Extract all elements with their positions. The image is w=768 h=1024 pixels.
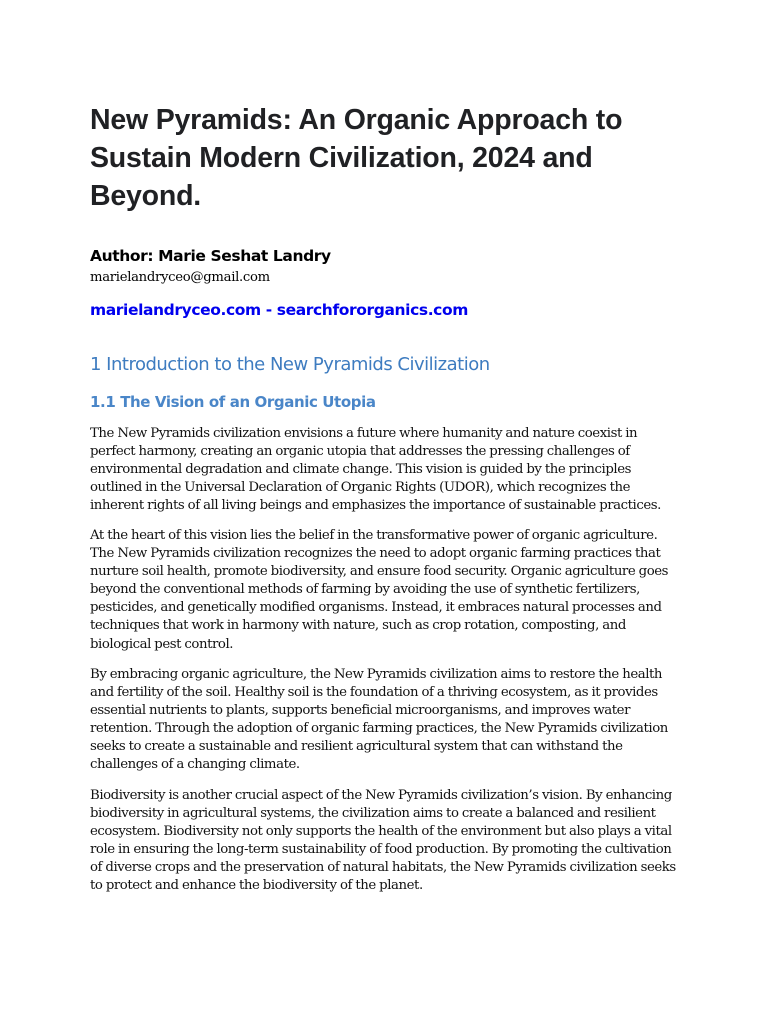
body-paragraph-2: At the heart of this vision lies the belief in the transformative power of organic agriculture. The New Pyramids civilization recognizes the need to adopt organic farming practices that nurture soil health, promote biodiversity, and ensure food security. Organic agriculture goes beyond the conventional methods of farming by avoiding the use of synthetic fertilizers, pesticides, and genetically modified organisms. Instead, it embraces natural processes and techniques that work in harmony with nature, such as crop rotation, composting, and biological pest control. [90,528,669,652]
author-email: marielandryceo@gmail.com [90,270,270,285]
section-heading: 1 Introduction to the New Pyramids Civilization [90,354,490,375]
body-paragraph-4: Biodiversity is another crucial aspect of the New Pyramids civilization’s vision. By enhancing biodiversity in agricultural systems, the civilization aims to create a balanced and resilient ecosystem. Biodiversity not only supports the health of the environment but also plays a vital role in ensuring the long-term sustainability of food production. By promoting the cultivation of diverse crops and the preservation of natural habitats, the New Pyramids civilization seeks to protect and enhance the biodiversity of the planet. [90,788,676,894]
body-paragraph-1: The New Pyramids civilization envisions a future where humanity and nature coexist in perfect harmony, creating an organic utopia that addresses the pressing challenges of environmental degradation and climate change. This vision is guided by the principles outlined in the Universal Declaration of Organic Rights (UDOR), which recognizes the inherent rights of all living beings and emphasizes the importance of sustainable practices. [90,426,661,514]
document-title: New Pyramids: An Organic Approach to Sustain Modern Civilization, 2024 and Beyond. [90,104,623,212]
body-paragraph-3: By embracing organic agriculture, the New Pyramids civilization aims to restore the health and fertility of the soil. Healthy soil is the foundation of a thriving ecosystem, as it provides essential nutrients to plants, supports beneficial microorganisms, and improves water retention. Through the adoption of organic farming practices, the New Pyramids civilization seeks to create a sustainable and resilient agricultural system that can withstand the challenges of a changing climate. [90,667,668,773]
author-line: Author: Marie Seshat Landry [90,247,331,265]
subsection-heading: 1.1 The Vision of an Organic Utopia [90,393,376,411]
website-links[interactable]: marielandryceo.com - searchfororganics.com [90,301,468,319]
